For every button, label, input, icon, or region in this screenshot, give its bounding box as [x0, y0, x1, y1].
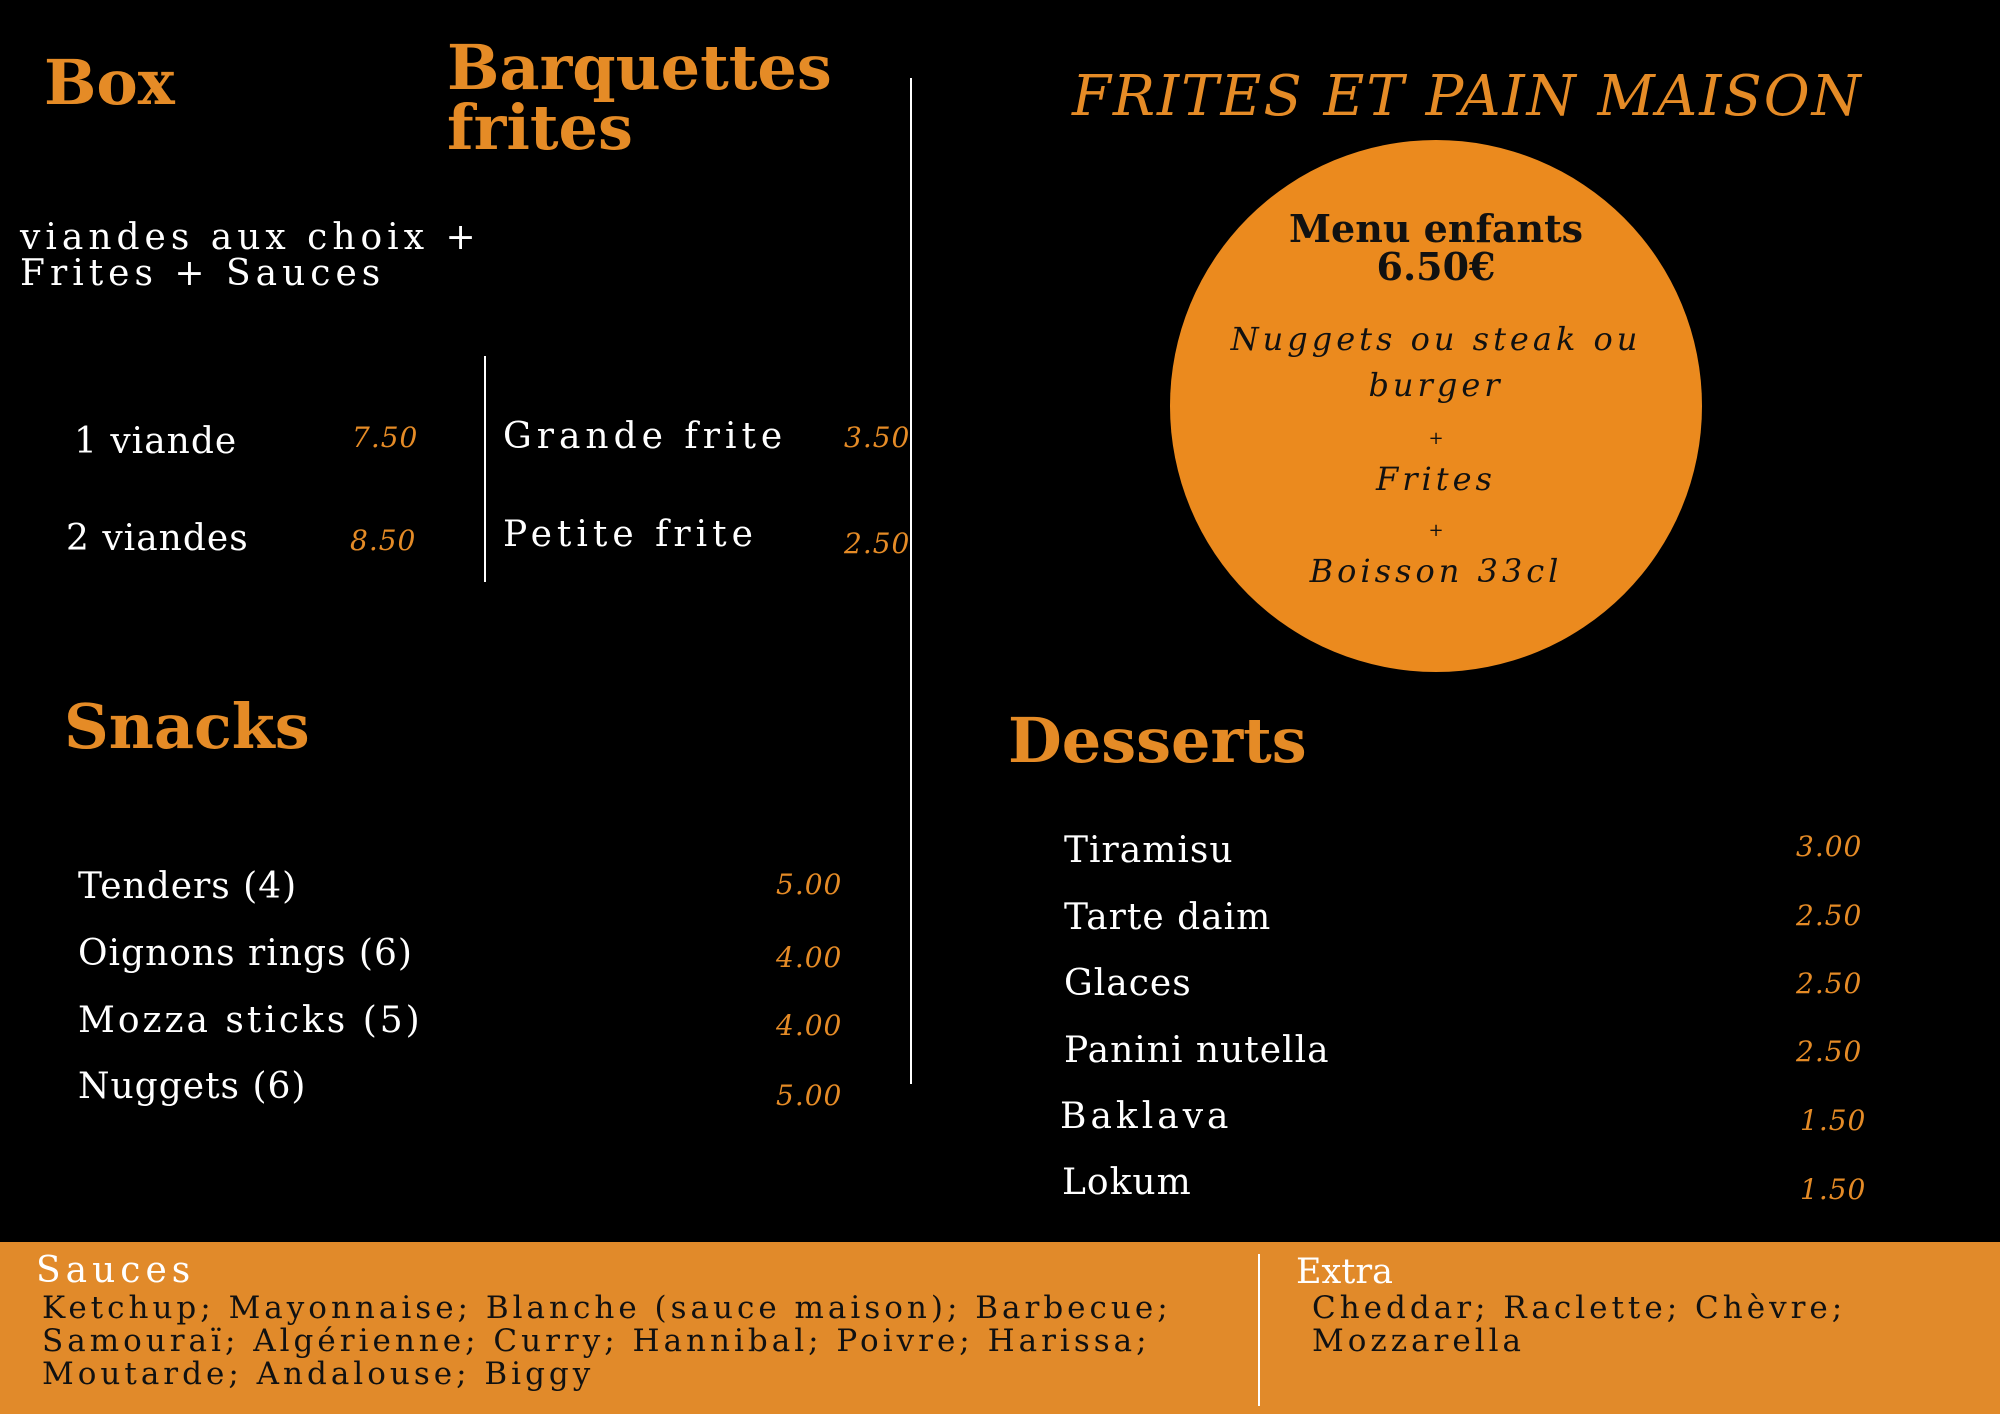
dessert-item-name: Tarte daim — [1064, 897, 1272, 938]
sauces-list — [42, 1292, 1172, 1391]
barquettes-title-line1: Barquettes — [447, 31, 832, 104]
kids-menu-line3: Frites — [1376, 460, 1496, 498]
snack-item-name: Nuggets (6) — [78, 1066, 307, 1107]
sauces-line3: Moutarde; Andalouse; Biggy — [42, 1356, 595, 1392]
snack-item-price: 4.00 — [776, 1009, 843, 1042]
barquettes-title — [447, 31, 832, 164]
dessert-item-price: 2.50 — [1796, 967, 1863, 1000]
kids-menu-line1: Nuggets ou steak ou — [1230, 320, 1642, 358]
barquettes-item-name: Grande frite — [503, 416, 788, 457]
dessert-item-price: 1.50 — [1800, 1104, 1867, 1137]
snack-item-name: Oignons rings (6) — [78, 933, 413, 974]
box-title: Box — [44, 46, 175, 119]
box-desc-line2: Frites + Sauces — [20, 253, 386, 294]
center-divider — [910, 78, 912, 1084]
box-item-price: 8.50 — [350, 524, 417, 557]
kids-menu-plus: + — [1428, 428, 1444, 449]
desserts-title: Desserts — [1008, 704, 1307, 777]
barquettes-title-line2: frites — [447, 91, 633, 164]
box-description — [20, 217, 481, 294]
box-divider — [484, 356, 486, 582]
kids-menu-line2: burger — [1368, 366, 1504, 404]
kids-menu-title: Menu enfants — [1288, 206, 1584, 251]
barquettes-item-name: Petite frite — [503, 514, 758, 555]
extra-line1: Cheddar; Raclette; Chèvre; — [1312, 1290, 1847, 1326]
tagline: FRITES ET PAIN MAISON — [1072, 64, 1863, 129]
extra-title: Extra — [1296, 1252, 1393, 1292]
snack-item-price: 5.00 — [776, 868, 843, 901]
extra-list — [1312, 1292, 1846, 1358]
kids-menu-line4: Boisson 33cl — [1309, 552, 1563, 590]
dessert-item-name: Glaces — [1064, 963, 1192, 1004]
dessert-item-name: Baklava — [1060, 1096, 1233, 1137]
dessert-item-name: Panini nutella — [1064, 1030, 1330, 1071]
box-item-price: 7.50 — [352, 421, 419, 454]
kids-menu-plus: + — [1428, 520, 1444, 541]
sauces-line1: Ketchup; Mayonnaise; Blanche (sauce maison); Barbecue; — [42, 1290, 1172, 1326]
dessert-item-name: Lokum — [1062, 1162, 1192, 1203]
snacks-title: Snacks — [64, 690, 310, 763]
snack-item-name: Tenders (4) — [78, 866, 298, 907]
sauces-line2: Samouraï; Algérienne; Curry; Hannibal; Poivre; Harissa; — [42, 1323, 1151, 1359]
kids-menu-price: 6.50€ — [1376, 244, 1496, 289]
dessert-item-price: 2.50 — [1796, 1035, 1863, 1068]
barquettes-item-price: 3.50 — [844, 421, 911, 454]
bottom-bar — [0, 1242, 2000, 1414]
snack-item-price: 5.00 — [776, 1079, 843, 1112]
dessert-item-price: 3.00 — [1796, 830, 1863, 863]
kids-menu-circle — [1170, 140, 1702, 672]
bottom-divider — [1258, 1254, 1260, 1406]
box-item-name: 2 viandes — [66, 518, 249, 559]
box-desc-line1: viandes aux choix + — [20, 217, 481, 258]
barquettes-item-price: 2.50 — [844, 527, 911, 560]
sauces-title: Sauces — [36, 1250, 196, 1291]
dessert-item-price: 2.50 — [1796, 899, 1863, 932]
extra-line2: Mozzarella — [1312, 1323, 1526, 1359]
box-item-name: 1 viande — [74, 421, 238, 462]
snack-item-price: 4.00 — [776, 941, 843, 974]
dessert-item-price: 1.50 — [1800, 1173, 1867, 1206]
snack-item-name: Mozza sticks (5) — [78, 1000, 423, 1041]
dessert-item-name: Tiramisu — [1064, 830, 1234, 871]
